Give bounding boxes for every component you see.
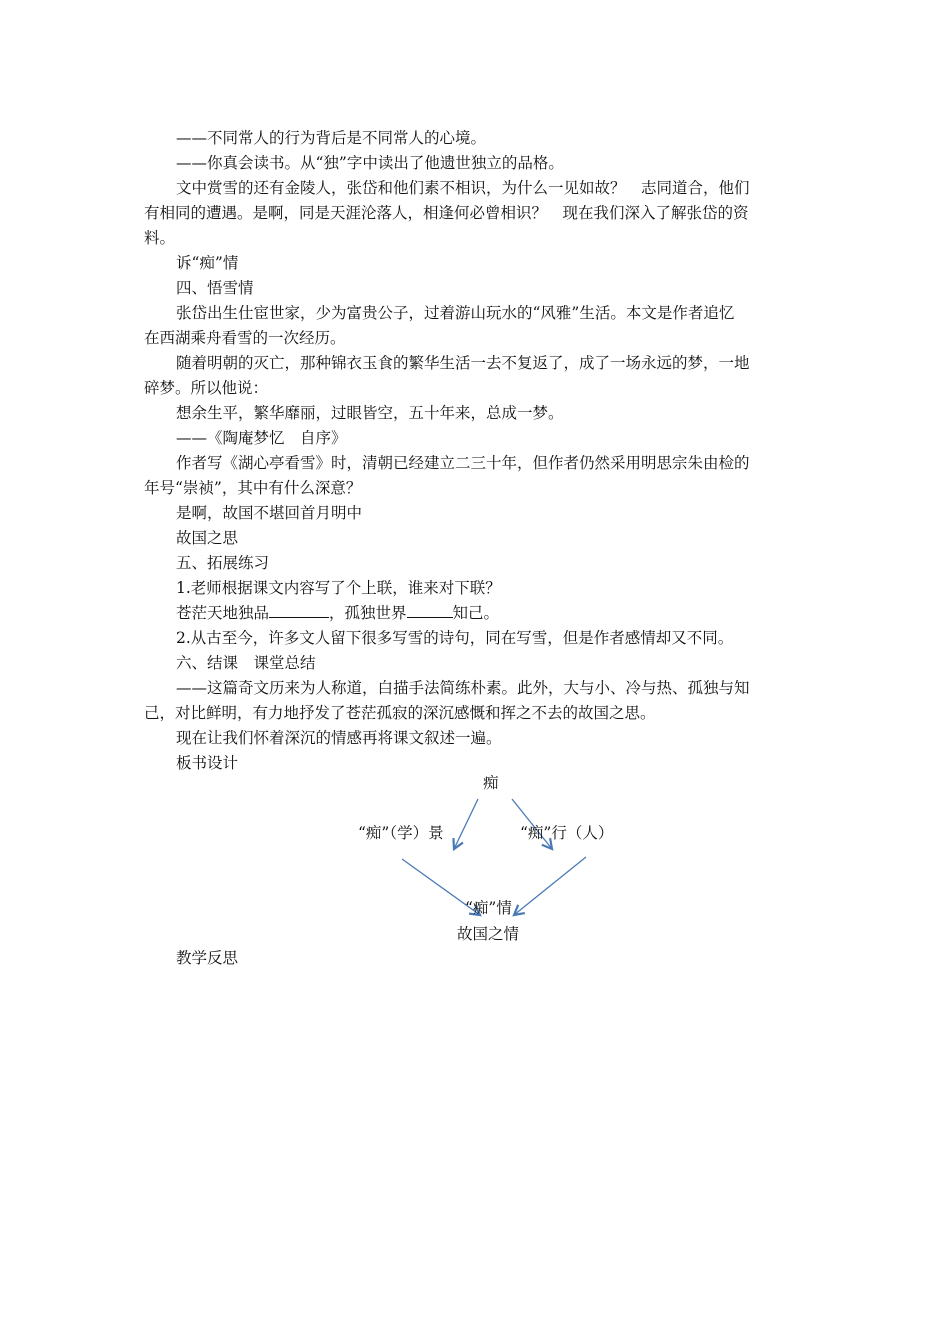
section-heading: 四、悟雪情: [176, 279, 254, 297]
fill-blank[interactable]: [407, 601, 453, 618]
section-heading: 板书设计: [176, 754, 239, 772]
section-heading: 诉“痴”情: [176, 254, 239, 272]
section-heading: 五、拓展练习: [176, 554, 270, 572]
couplet-part: ，孤独世界: [329, 604, 407, 622]
text-line: 料。: [144, 229, 176, 247]
quote-line: 想余生平，繁华靡丽，过眼皆空，五十年来，总成一梦。: [176, 404, 564, 422]
text-line: 文中赏雪的还有金陵人，张岱和他们素不相识，为什么一见如故？ 志同道合，他们: [176, 179, 750, 197]
text-line: ——你真会读书。从“独”字中读出了他遗世独立的品格。: [176, 154, 564, 172]
text-line: 有相同的遭遇。是啊，同是天涯沦落人，相逢何必曾相识？ 现在我们深入了解张岱的资: [144, 204, 749, 222]
diagram-right-node: “痴”行（人）: [520, 824, 614, 842]
text-line: 张岱出生仕宦世家，少为富贵公子，过着游山玩水的“风雅”生活。本文是作者追忆: [176, 304, 735, 322]
couplet-line: [176, 601, 499, 625]
arrow-right-to-bottom: [514, 857, 586, 915]
section-heading: 六、结课 课堂总结: [176, 654, 316, 672]
text-line: 碎梦。所以他说：: [144, 379, 269, 397]
text-line: 年号“崇祯”，其中有什么深意？: [144, 479, 362, 497]
board-design-diagram: [330, 765, 650, 955]
text-line: 随着明朝的灭亡，那种锦衣玉食的繁华生活一去不复返了，成了一场永远的梦，一地: [176, 354, 750, 372]
text-line: 故国之思: [176, 529, 239, 547]
text-line: ——不同常人的行为背后是不同常人的心境。: [176, 129, 487, 147]
text-line: 是啊，故国不堪回首月明中: [176, 504, 363, 522]
exercise-item: 2.从古至今，许多文人留下很多写雪的诗句，同在写雪，但是作者感情却又不同。: [176, 629, 734, 647]
couplet-part: 苍茫天地独品: [176, 604, 270, 622]
quote-source: ——《陶庵梦忆 自序》: [176, 429, 347, 447]
diagram-bottom-node: “痴”情: [465, 899, 512, 917]
diagram-left-node: “痴”（学）景: [358, 824, 444, 842]
text-line: ——这篇奇文历来为人称道，白描手法简练朴素。此外，大与小、冷与热、孤独与知: [176, 679, 750, 697]
exercise-item: 1.老师根据课文内容写了个上联，谁来对下联？: [176, 579, 501, 597]
text-line: 己，对比鲜明，有力地抒发了苍茫孤寂的深沉感慨和挥之不去的故国之思。: [144, 704, 656, 722]
diagram-top-node: 痴: [483, 774, 499, 792]
text-line: 作者写《湖心亭看雪》时，清朝已经建立二三十年，但作者仍然采用明思宗朱由检的: [176, 454, 750, 472]
text-line: 在西湖乘舟看雪的一次经历。: [144, 329, 346, 347]
section-heading: 教学反思: [176, 949, 239, 967]
couplet-part: 知己。: [452, 604, 500, 622]
diagram-bottom-caption: 故国之情: [457, 925, 520, 943]
text-line: 现在让我们怀着深沉的情感再将课文叙述一遍。: [176, 729, 502, 747]
arrow-top-to-left: [454, 799, 478, 849]
fill-blank[interactable]: [269, 601, 329, 618]
